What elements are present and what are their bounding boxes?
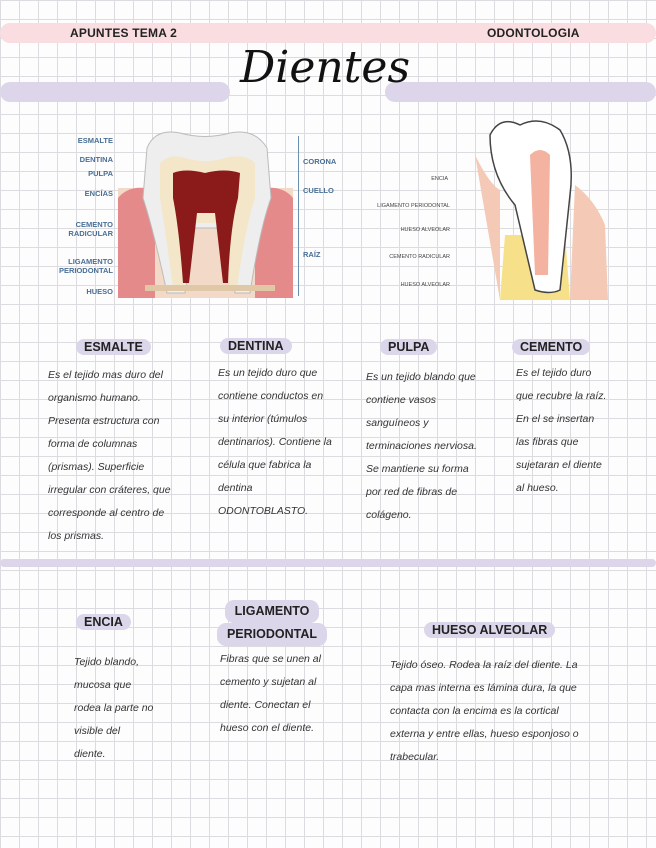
label2-hueso-alveolar: HUESO ALVEOLAR bbox=[400, 227, 450, 233]
label-pulpa: PULPA bbox=[88, 169, 113, 178]
label-corona: CORONA bbox=[303, 157, 337, 166]
section-text-hueso-alveolar: Tejido óseo. Rodea la raíz del diente. La capa mas interna es lámina dura, la que contacta con la encima es la cortical externa y entre ellas, hueso esponjoso o trabecular. bbox=[390, 659, 579, 763]
title-band-right bbox=[385, 82, 656, 102]
label-hueso: HUESO bbox=[86, 287, 113, 296]
section-title-dentina: DENTINA bbox=[220, 338, 292, 354]
section-text-cemento: Es el tejido duro que recubre la raíz. En el se insertan las fibras que sujetaran el diente al hueso. bbox=[516, 367, 607, 494]
section-title-cemento: CEMENTO bbox=[512, 339, 590, 355]
section-title-encia: ENCIA bbox=[76, 614, 131, 630]
label-raiz: RAÍZ bbox=[303, 250, 321, 259]
label2-ligamento: LIGAMENTO PERIODONTAL bbox=[377, 203, 450, 209]
divider-band bbox=[0, 559, 656, 567]
label-dentina: DENTINA bbox=[79, 155, 113, 164]
section-text-esmalte: Es el tejido mas duro del organismo humano. Presenta estructura con forma de columnas (prismas). Superficie irregular con cráteres, que corresponde al centro de los prismas. bbox=[48, 369, 171, 542]
header-left-label: APUNTES TEMA 2 bbox=[70, 26, 178, 40]
section-text-pulpa: Es un tejido blando que contiene vasos sanguíneos y terminaciones nerviosa. Se mantiene su forma por red de fibras de colágeno. bbox=[366, 371, 477, 521]
header-right-label: ODONTOLOGIA bbox=[487, 26, 580, 40]
section-text-dentina: Es un tejido duro que contiene conductos en su interior (túmulos dentinarios). Contiene la célula que fabrica la dentina ODONTOBLASTO. bbox=[218, 367, 332, 517]
label2-encia: ENCIA bbox=[431, 176, 448, 182]
section-title-esmalte: ESMALTE bbox=[76, 339, 151, 355]
section-text-ligamento: Fibras que se unen al cemento y sujetan al diente. Conectan el hueso con el diente. bbox=[220, 653, 321, 734]
label2-cemento: CEMENTO RADICULAR bbox=[389, 254, 450, 260]
label-encias: ENCÍAS bbox=[84, 189, 113, 198]
section-title-ligamento bbox=[212, 600, 332, 646]
label-cemento-radicular: CEMENTO RADICULAR bbox=[68, 220, 113, 238]
label2-hueso-alveolar-2: HUESO ALVEOLAR bbox=[400, 282, 450, 288]
section-title-ligamento-line2: PERIODONTAL bbox=[217, 623, 327, 646]
section-title-pulpa: PULPA bbox=[380, 339, 437, 355]
label-cuello: CUELLO bbox=[303, 186, 334, 195]
title-band-left bbox=[0, 82, 230, 102]
label-ligamento-periodontal: LIGAMENTO PERIODONTAL bbox=[58, 257, 113, 275]
tooth-side-diagram bbox=[460, 115, 610, 305]
page-title: Dientes bbox=[240, 42, 411, 93]
section-title-hueso-alveolar: HUESO ALVEOLAR bbox=[424, 622, 555, 638]
section-title-ligamento-line1: LIGAMENTO bbox=[225, 600, 320, 623]
tooth-side-illustration bbox=[460, 115, 610, 305]
label-esmalte: ESMALTE bbox=[77, 136, 113, 145]
section-text-encia: Tejido blando, mucosa que rodea la parte no visible del diente. bbox=[74, 656, 154, 760]
